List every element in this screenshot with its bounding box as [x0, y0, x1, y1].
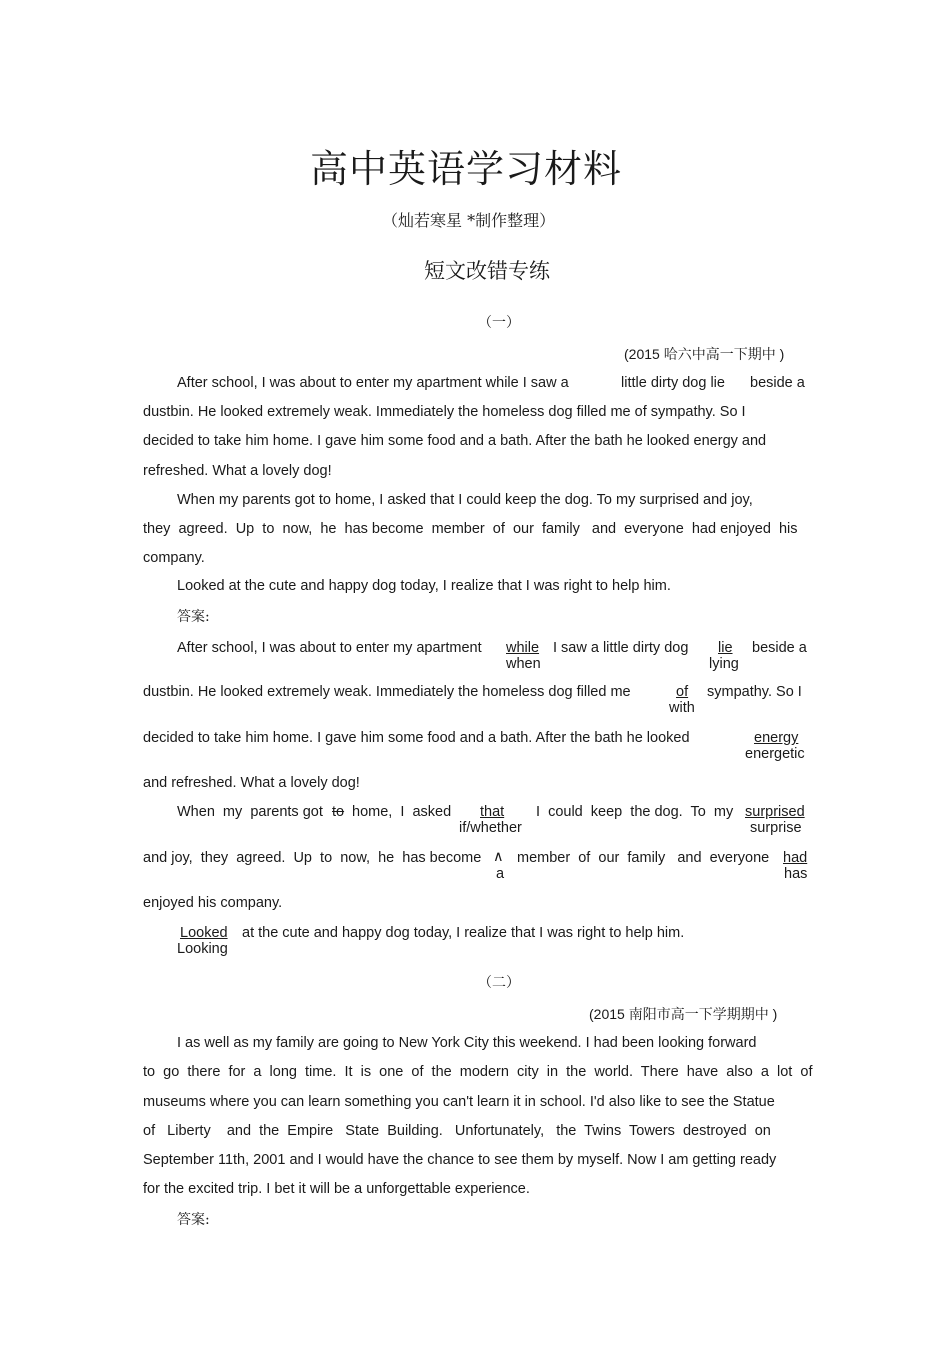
p1-a-line3a: decided to take him home. I gave him some food and a bath. After the bath he looked — [143, 730, 690, 746]
p1-q-line7: company. — [143, 550, 205, 566]
p1-a-that: that — [480, 804, 505, 820]
p1-a-has: has — [784, 866, 808, 882]
p1-a-line5c: I could keep the dog. To my — [536, 804, 734, 820]
p1-a-while: while — [506, 640, 540, 656]
p1-a-had: had — [783, 850, 808, 866]
p2-q-line4: of Liberty and the Empire State Building. Unfortunately, the Twins Towers destroyed on — [143, 1123, 771, 1139]
p1-q-line3: decided to take him home. I gave him some food and a bath. After the bath he looked energy and — [143, 433, 767, 449]
part2-source: (2015 南阳市高一下学期期中 ) — [589, 1006, 778, 1022]
p1-q-line1c: beside a — [750, 375, 805, 391]
p1-q-line1a: After school, I was about to enter my apartment while I saw a — [177, 375, 569, 391]
p2-q-line1: I as well as my family are going to New York City this weekend. I had been looking forward — [177, 1035, 757, 1051]
p1-a-lying: lying — [709, 656, 739, 672]
p1-a-line1c: beside a — [752, 640, 807, 656]
p1-a-energetic: energetic — [745, 746, 805, 762]
p1-a-line6a: and joy, they agreed. Up to now, he has become — [143, 850, 482, 866]
p1-a-with: with — [669, 700, 695, 716]
p1-a-line2a: dustbin. He looked extremely weak. Immediately the homeless dog filled me — [143, 684, 631, 700]
p1-a-insert-a: a — [496, 866, 505, 882]
section-title: 短文改错专练 — [424, 259, 550, 283]
part1-label: （一） — [478, 315, 520, 331]
p1-q-line2: dustbin. He looked extremely weak. Immediately the homeless dog filled me of sympathy. So I — [143, 404, 746, 420]
part1-source: (2015 哈六中高一下期中 ) — [624, 346, 785, 362]
p1-a-of: of — [676, 684, 689, 700]
p1-a-when: when — [506, 656, 541, 672]
p1-q-line4: refreshed. What a lovely dog! — [143, 463, 332, 479]
p1-q-line5: When my parents got to home, I asked that I could keep the dog. To my surprised and joy, — [177, 492, 753, 508]
p1-a-line5a: When my parents got — [177, 804, 323, 820]
p2-q-line3: museums where you can learn something you can't learn it in school. I'd also like to see the Statue — [143, 1094, 775, 1110]
p1-a-line4: and refreshed. What a lovely dog! — [143, 775, 360, 791]
p2-q-line6: for the excited trip. I bet it will be a unforgettable experience. — [143, 1181, 530, 1197]
p1-a-looking: Looking — [177, 941, 228, 957]
p1-a-surprise: surprise — [750, 820, 802, 836]
p1-a-to-deleted: to — [332, 804, 345, 820]
page-title: 高中英语学习材料 — [310, 147, 623, 191]
p2-q-line2: to go there for a long time. It is one of the modern city in the world. There have also a lot of — [143, 1064, 813, 1080]
p1-q-line6: they agreed. Up to now, he has become member of our family and everyone had enjoyed his — [143, 521, 798, 537]
p1-a-line2b: sympathy. So I — [707, 684, 802, 700]
p2-q-line5: September 11th, 2001 and I would have the chance to see them by myself. Now I am getting ready — [143, 1152, 777, 1168]
page-subtitle: （灿若寒星 *制作整理） — [382, 211, 556, 230]
part2-label: （二） — [478, 975, 520, 991]
p1-q-line8: Looked at the cute and happy dog today, I realize that I was right to help him. — [177, 578, 671, 594]
p1-a-line6b: member of our family and everyone — [517, 850, 770, 866]
p1-a-energy: energy — [754, 730, 799, 746]
p1-a-surprised: surprised — [745, 804, 805, 820]
p1-answer-label: 答案: — [177, 609, 210, 625]
p1-a-line7: enjoyed his company. — [143, 895, 283, 911]
p1-a-line1a: After school, I was about to enter my apartment — [177, 640, 482, 656]
p1-a-line8: at the cute and happy dog today, I realize that I was right to help him. — [242, 925, 685, 941]
p1-a-lie: lie — [718, 640, 733, 656]
p1-a-line5b: home, I asked — [352, 804, 452, 820]
p1-q-line1b: little dirty dog lie — [621, 375, 725, 391]
p1-a-ifwhether: if/whether — [459, 820, 522, 836]
p1-a-line1b: I saw a little dirty dog — [553, 640, 689, 656]
p1-a-caret: ∧ — [493, 849, 504, 865]
p2-answer-label: 答案: — [177, 1212, 210, 1228]
p1-a-looked: Looked — [180, 925, 228, 941]
